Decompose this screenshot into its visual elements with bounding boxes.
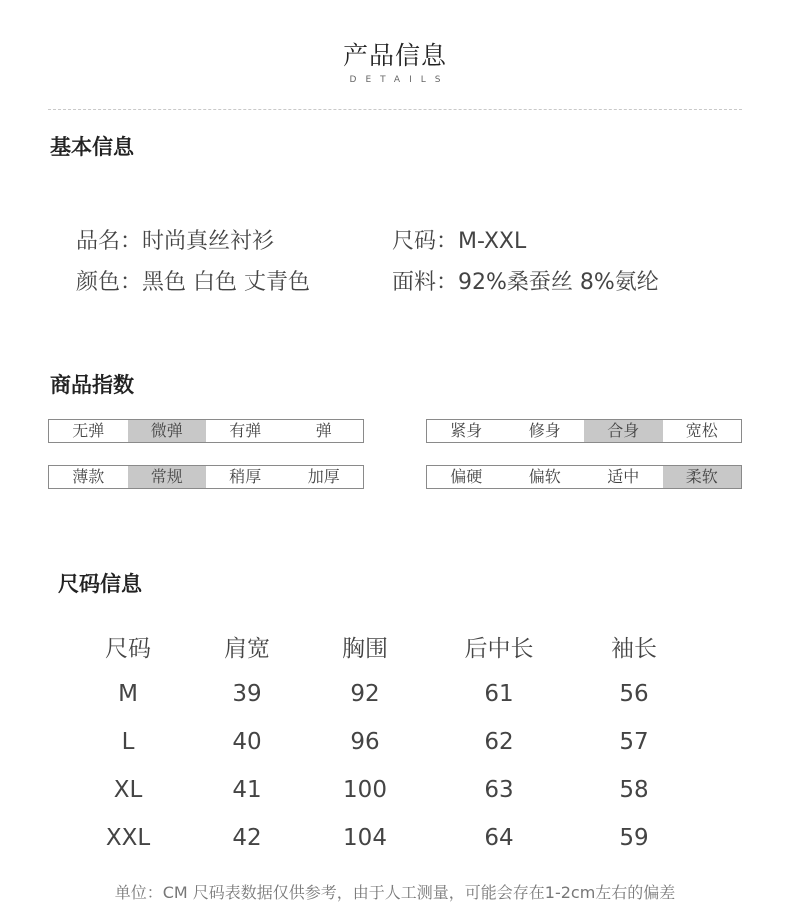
table-cell: 61 — [484, 681, 514, 707]
scale-option-selected: 合身 — [584, 420, 663, 442]
measurement-note: 单位：CM 尺码表数据仅供参考，由于人工测量，可能会存在1-2cm左右的偏差 — [114, 883, 676, 902]
table-row — [68, 766, 708, 814]
scale-option: 弹 — [315, 421, 332, 440]
column-header: 袖长 — [611, 635, 657, 662]
scale-option-selected: 常规 — [128, 466, 207, 488]
size-table-header — [68, 622, 708, 670]
column-header: 后中长 — [464, 635, 534, 662]
table-cell: 39 — [232, 681, 262, 707]
scale-option-selected: 微弹 — [128, 420, 207, 442]
table-cell: 63 — [484, 777, 514, 803]
scale-option: 适中 — [607, 467, 640, 486]
table-cell: 42 — [232, 825, 262, 851]
fit-scale — [426, 419, 742, 443]
table-cell: 59 — [619, 825, 649, 851]
softness-scale — [426, 465, 742, 489]
table-cell: M — [118, 681, 138, 707]
scale-option: 宽松 — [685, 421, 718, 440]
table-cell: XL — [113, 777, 143, 803]
product-colors: 颜色：黑色 白色 丈青色 — [76, 270, 310, 295]
table-cell: 104 — [343, 825, 387, 851]
elasticity-scale — [48, 419, 364, 443]
section-title-indices: 商品指数 — [50, 373, 134, 397]
page-subtitle: DETAILS — [349, 75, 450, 85]
scale-option: 偏软 — [528, 467, 561, 486]
table-cell: 64 — [484, 825, 514, 851]
thickness-scale — [48, 465, 364, 489]
scale-option: 加厚 — [307, 467, 340, 486]
dashed-divider — [48, 109, 742, 110]
table-cell: 57 — [619, 729, 649, 755]
scale-option: 有弹 — [229, 421, 262, 440]
column-header: 肩宽 — [224, 635, 270, 662]
size-table — [68, 622, 708, 862]
scale-option: 紧身 — [450, 421, 483, 440]
table-row — [68, 814, 708, 862]
scale-option: 无弹 — [72, 421, 105, 440]
product-fabric: 面料：92%桑蚕丝 8%氨纶 — [392, 270, 659, 295]
table-cell: 96 — [350, 729, 380, 755]
table-row — [68, 718, 708, 766]
scale-option: 稍厚 — [229, 467, 262, 486]
table-row — [68, 670, 708, 718]
scale-option-selected: 柔软 — [663, 466, 742, 488]
table-cell: 40 — [232, 729, 262, 755]
table-cell: 58 — [619, 777, 649, 803]
section-title-basic: 基本信息 — [50, 135, 134, 159]
page-title: 产品信息 — [342, 41, 447, 70]
table-cell: 41 — [232, 777, 262, 803]
table-cell: 62 — [484, 729, 514, 755]
column-header: 胸围 — [342, 635, 388, 662]
table-cell: 56 — [619, 681, 649, 707]
table-cell: XXL — [105, 825, 151, 851]
table-cell: 92 — [350, 681, 380, 707]
scale-option: 薄款 — [72, 467, 105, 486]
table-cell: 100 — [343, 777, 387, 803]
scale-option: 偏硬 — [450, 467, 483, 486]
product-name: 品名：时尚真丝衬衫 — [76, 229, 275, 254]
table-cell: L — [121, 729, 135, 755]
column-header: 尺码 — [105, 635, 151, 662]
product-size-range: 尺码：M-XXL — [392, 229, 527, 254]
scale-option: 修身 — [528, 421, 561, 440]
section-title-size: 尺码信息 — [58, 572, 142, 596]
